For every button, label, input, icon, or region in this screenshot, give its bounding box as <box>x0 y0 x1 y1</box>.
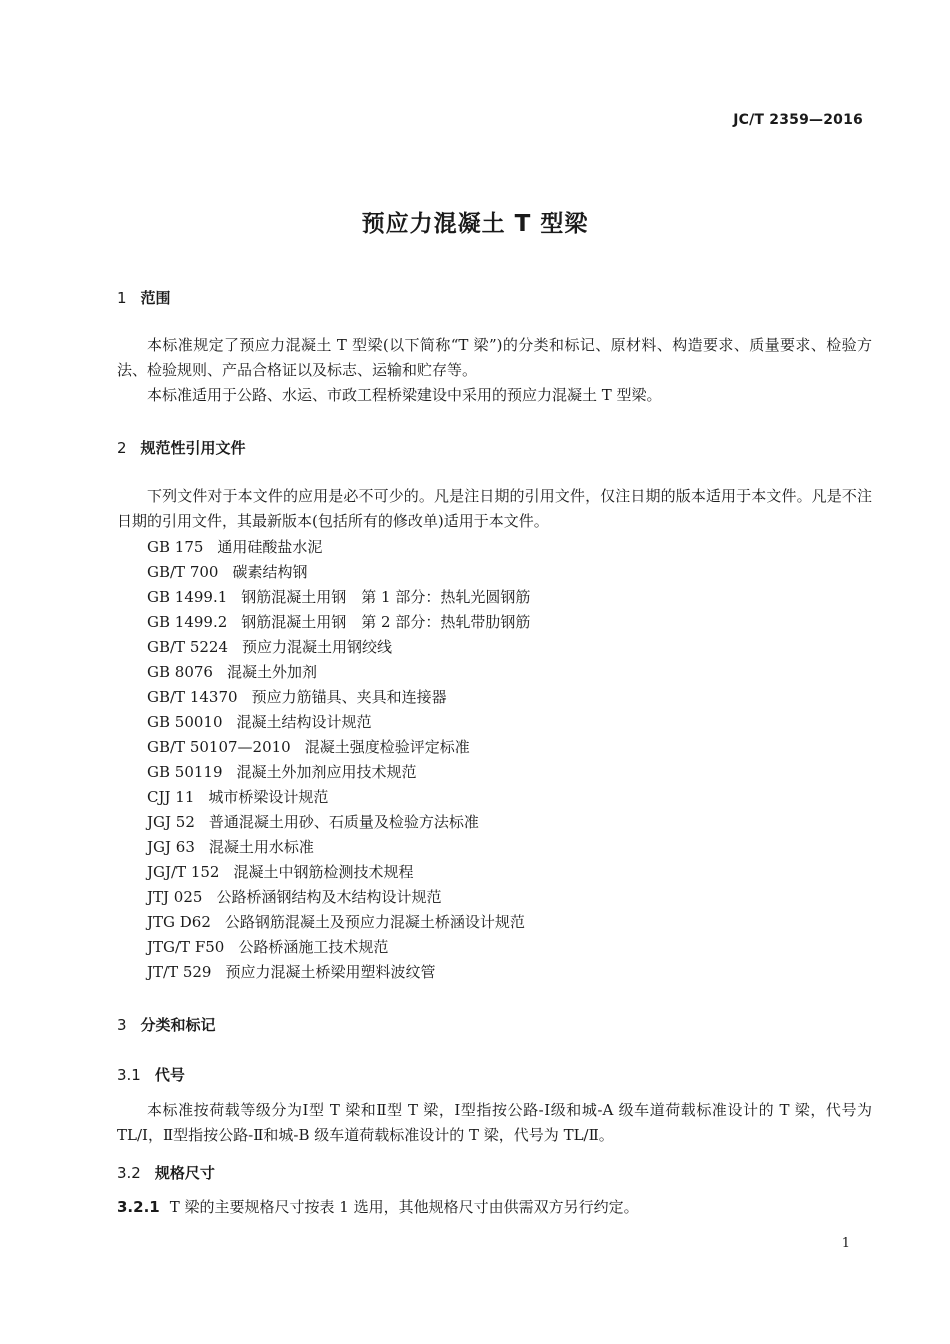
scope-paragraph-1: 本标准规定了预应力混凝土 T 型梁(以下简称“T 梁”)的分类和标记、原材料、构造要求、质量要求、检验方法、检验规则、产品合格证以及标志、运输和贮存等。 <box>117 336 872 379</box>
reference-item <box>147 535 530 560</box>
reference-name: 混凝土外加剂应用技术规范 <box>236 763 417 781</box>
reference-item <box>147 585 530 610</box>
reference-item <box>147 635 530 660</box>
references-intro: 下列文件对于本文件的应用是必不可少的。凡是注日期的引用文件，仅注日期的版本适用于本文件。凡是不注日期的引用文件，其最新版本(包括所有的修改单)适用于本文件。 <box>117 487 872 530</box>
reference-item <box>147 660 530 685</box>
section-number: 2 <box>117 439 127 457</box>
reference-code: GB 50119 <box>147 763 223 781</box>
section-title: 规范性引用文件 <box>140 439 246 457</box>
clause-number: 3.2.1 <box>117 1198 160 1216</box>
reference-name: 公路桥涵钢结构及木结构设计规范 <box>216 888 442 906</box>
reference-name: 预应力混凝土用钢绞线 <box>242 638 393 656</box>
section-2-heading <box>117 437 246 458</box>
section-title: 规格尺寸 <box>154 1164 215 1182</box>
section-title: 代号 <box>154 1066 185 1084</box>
reference-code: GB 8076 <box>147 663 213 681</box>
reference-code: JTG/T F50 <box>147 938 225 956</box>
scope-paragraph-2: 本标准适用于公路、水运、市政工程桥梁建设中采用的预应力混凝土 T 型梁。 <box>147 386 662 404</box>
reference-code: GB/T 700 <box>147 563 219 581</box>
reference-code: JTJ 025 <box>147 888 203 906</box>
clause-text: T 梁的主要规格尺寸按表 1 选用，其他规格尺寸由供需双方另行约定。 <box>169 1198 639 1216</box>
reference-item <box>147 885 530 910</box>
section-number: 3.1 <box>117 1066 141 1084</box>
reference-item <box>147 735 530 760</box>
reference-code: JT/T 529 <box>147 963 212 981</box>
reference-name: 公路桥涵施工技术规范 <box>238 938 389 956</box>
document-title: 预应力混凝土 T 型梁 <box>361 211 589 237</box>
reference-name: 混凝土外加剂 <box>226 663 317 681</box>
designation-paragraph: 本标准按荷载等级分为Ⅰ型 T 梁和Ⅱ型 T 梁，Ⅰ型指按公路-Ⅰ级和城-A 级车道荷载标准设计的 T 梁，代号为 TL/Ⅰ，Ⅱ型指按公路-Ⅱ和城-B 级车道荷载标准设计的 T 梁，代号为 TL/Ⅱ。 <box>117 1101 872 1144</box>
reference-name: 钢筋混凝土用钢 第 2 部分：热轧带肋钢筋 <box>241 613 531 631</box>
reference-code: CJJ 11 <box>147 788 195 806</box>
section-3-heading <box>117 1014 216 1035</box>
reference-name: 公路钢筋混凝土及预应力混凝土桥涵设计规范 <box>224 913 525 931</box>
reference-item <box>147 835 530 860</box>
reference-code: GB 1499.1 <box>147 588 228 606</box>
reference-code: GB 1499.2 <box>147 613 228 631</box>
section-3-2-heading <box>117 1162 215 1183</box>
reference-code: JGJ 63 <box>147 838 195 856</box>
reference-name: 普通混凝土用砂、石质量及检验方法标准 <box>208 813 479 831</box>
reference-list <box>147 535 530 985</box>
reference-name: 混凝土中钢筋检测技术规程 <box>233 863 414 881</box>
reference-code: GB 50010 <box>147 713 223 731</box>
reference-item <box>147 560 530 585</box>
reference-code: JTG D62 <box>147 913 211 931</box>
reference-item <box>147 785 530 810</box>
reference-item <box>147 610 530 635</box>
section-number: 3 <box>117 1016 127 1034</box>
reference-item <box>147 910 530 935</box>
reference-code: GB/T 14370 <box>147 688 238 706</box>
reference-item <box>147 760 530 785</box>
reference-name: 通用硅酸盐水泥 <box>217 538 323 556</box>
reference-code: JGJ 52 <box>147 813 195 831</box>
reference-name: 混凝土强度检验评定标准 <box>304 738 470 756</box>
reference-name: 预应力混凝土桥梁用塑料波纹管 <box>225 963 436 981</box>
reference-code: GB/T 5224 <box>147 638 229 656</box>
reference-name: 城市桥梁设计规范 <box>208 788 329 806</box>
clause-3-2-1 <box>117 1195 639 1220</box>
reference-name: 混凝土用水标准 <box>208 838 314 856</box>
reference-name: 预应力筋锚具、夹具和连接器 <box>251 688 447 706</box>
reference-name: 碳素结构钢 <box>232 563 308 581</box>
section-number: 3.2 <box>117 1164 141 1182</box>
page-number: 1 <box>841 1236 850 1251</box>
reference-item <box>147 935 530 960</box>
reference-name: 混凝土结构设计规范 <box>236 713 372 731</box>
reference-item <box>147 960 530 985</box>
reference-item <box>147 685 530 710</box>
reference-code: JGJ/T 152 <box>147 863 220 881</box>
reference-item <box>147 710 530 735</box>
reference-item <box>147 860 530 885</box>
reference-name: 钢筋混凝土用钢 第 1 部分：热轧光圆钢筋 <box>241 588 531 606</box>
reference-code: GB 175 <box>147 538 204 556</box>
section-title: 分类和标记 <box>140 1016 216 1034</box>
section-number: 1 <box>117 289 127 307</box>
standard-number: JC/T 2359—2016 <box>733 112 863 128</box>
section-3-1-heading <box>117 1064 185 1085</box>
section-title: 范围 <box>140 289 171 307</box>
reference-code: GB/T 50107—2010 <box>147 738 291 756</box>
reference-item <box>147 810 530 835</box>
section-1-heading <box>117 287 171 308</box>
